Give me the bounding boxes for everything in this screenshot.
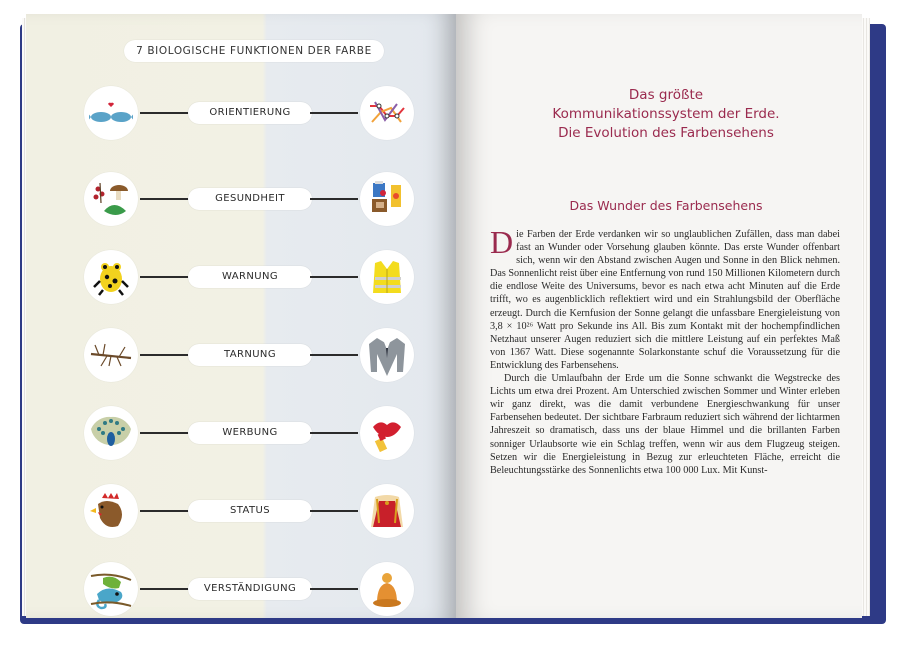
chameleon-icon	[84, 562, 138, 616]
function-row-status	[26, 484, 456, 544]
function-row-orientierung	[26, 86, 456, 146]
paragraph: Durch die Umlaufbahn der Erde um die Sonne schwankt die Wegstrecke des Lichts um etwa drei Prozent. Am Unterschied zwischen Sommer und Winter erleben wir ganz direkt, was die damit verbundene Energieschwankung für unser Farbensehen bedeutet. Der sichtbare Farbraum reduziert sich während der lichtarmen Jahreszeit so dramatisch, dass uns der blaue Himmel und die brillanten Farben sonniger Urlaubsorte wie ein Schlag treffen, wenn wir aus dem Flugzeug steigen. Setzen wir die Energieleistung in Bezug zur erleuchteten Fläche, erreicht die Beleuchtungsstärke des Sonnenlichts etwa 100 000 Lux. Mit Kunst-	[490, 373, 840, 476]
chapter-title-line: Kommunikationssystem der Erde.	[552, 106, 780, 122]
connector-line	[310, 354, 358, 356]
function-label: GESUNDHEIT	[188, 188, 312, 210]
chapter-title	[516, 86, 816, 143]
open-book	[8, 10, 888, 630]
function-row-verstaendigung	[26, 562, 456, 618]
connector-line	[310, 198, 358, 200]
function-row-werbung	[26, 406, 456, 466]
function-label: WERBUNG	[188, 422, 312, 444]
connector-line	[310, 112, 358, 114]
body-text	[490, 224, 840, 477]
section-title: Das Wunder des Farbensehens	[569, 198, 763, 213]
function-label: TARNUNG	[188, 344, 312, 366]
royal-robe-icon	[360, 484, 414, 538]
chapter-title-line: Die Evolution des Farbensehens	[558, 125, 774, 141]
berries-mushroom-leaf-icon	[84, 172, 138, 226]
function-label: STATUS	[188, 500, 312, 522]
function-label: WARNUNG	[188, 266, 312, 288]
function-row-warnung	[26, 250, 456, 310]
function-row-tarnung	[26, 328, 456, 388]
connector-line	[310, 510, 358, 512]
subway-map-icon	[360, 86, 414, 140]
paragraph	[490, 224, 840, 372]
food-products-icon	[360, 172, 414, 226]
connector-line	[310, 588, 358, 590]
kissing-fish-icon	[84, 86, 138, 140]
function-label: VERSTÄNDIGUNG	[188, 578, 312, 600]
connector-line	[310, 432, 358, 434]
rooster-icon	[84, 484, 138, 538]
lipstick-lips-icon	[360, 406, 414, 460]
peacock-icon	[84, 406, 138, 460]
function-row-gesundheit	[26, 172, 456, 232]
buddha-icon	[360, 562, 414, 616]
poison-frog-icon	[84, 250, 138, 304]
safety-vest-icon	[360, 250, 414, 304]
grey-suit-icon	[360, 328, 414, 382]
right-page	[456, 14, 862, 618]
paragraph-text: ie Farben der Erde verdanken wir so unglaublichen Zufällen, dass man dabei fast an Wunder oder Vorsehung glauben könnte. Das erste Wunder offenbart sich, wenn wir den Abstand zwischen Augen und Sonne in den Blick nehmen. Das Sonnenlicht reist über eine Entfernung von rund 150 Millionen Kilometern durch die endlose Weite des Universums, bevor es nach etwa acht Minuten auf die Erde trifft, wo es augenblicklich reflektiert wird und ein Strahlungsbild der Oberfläche erzeugt. Durch die Kernfusion der Sonne gelangt die unfassbare Energieleistung von 3,8 × 10²⁶ Watt pro Sekunde ins All. Bis zum Kontakt mit der hochempfindlichen Netzhaut unserer Augen reduziert sich die mittlere Leistung auf ein perfektes Maß von 1367 Watt. Diese sogenannte Solarkonstante schuf die Voraussetzung für die Entwicklung des Farbensehens.	[490, 229, 840, 371]
function-label: ORIENTIERUNG	[188, 102, 312, 124]
chapter-title-line: Das größte	[628, 87, 704, 103]
infographic-title: 7 BIOLOGISCHE FUNKTIONEN DER FARBE	[124, 40, 384, 62]
drop-cap: D	[490, 224, 514, 260]
stick-insect-icon	[84, 328, 138, 382]
connector-line	[310, 276, 358, 278]
left-page	[26, 14, 456, 618]
